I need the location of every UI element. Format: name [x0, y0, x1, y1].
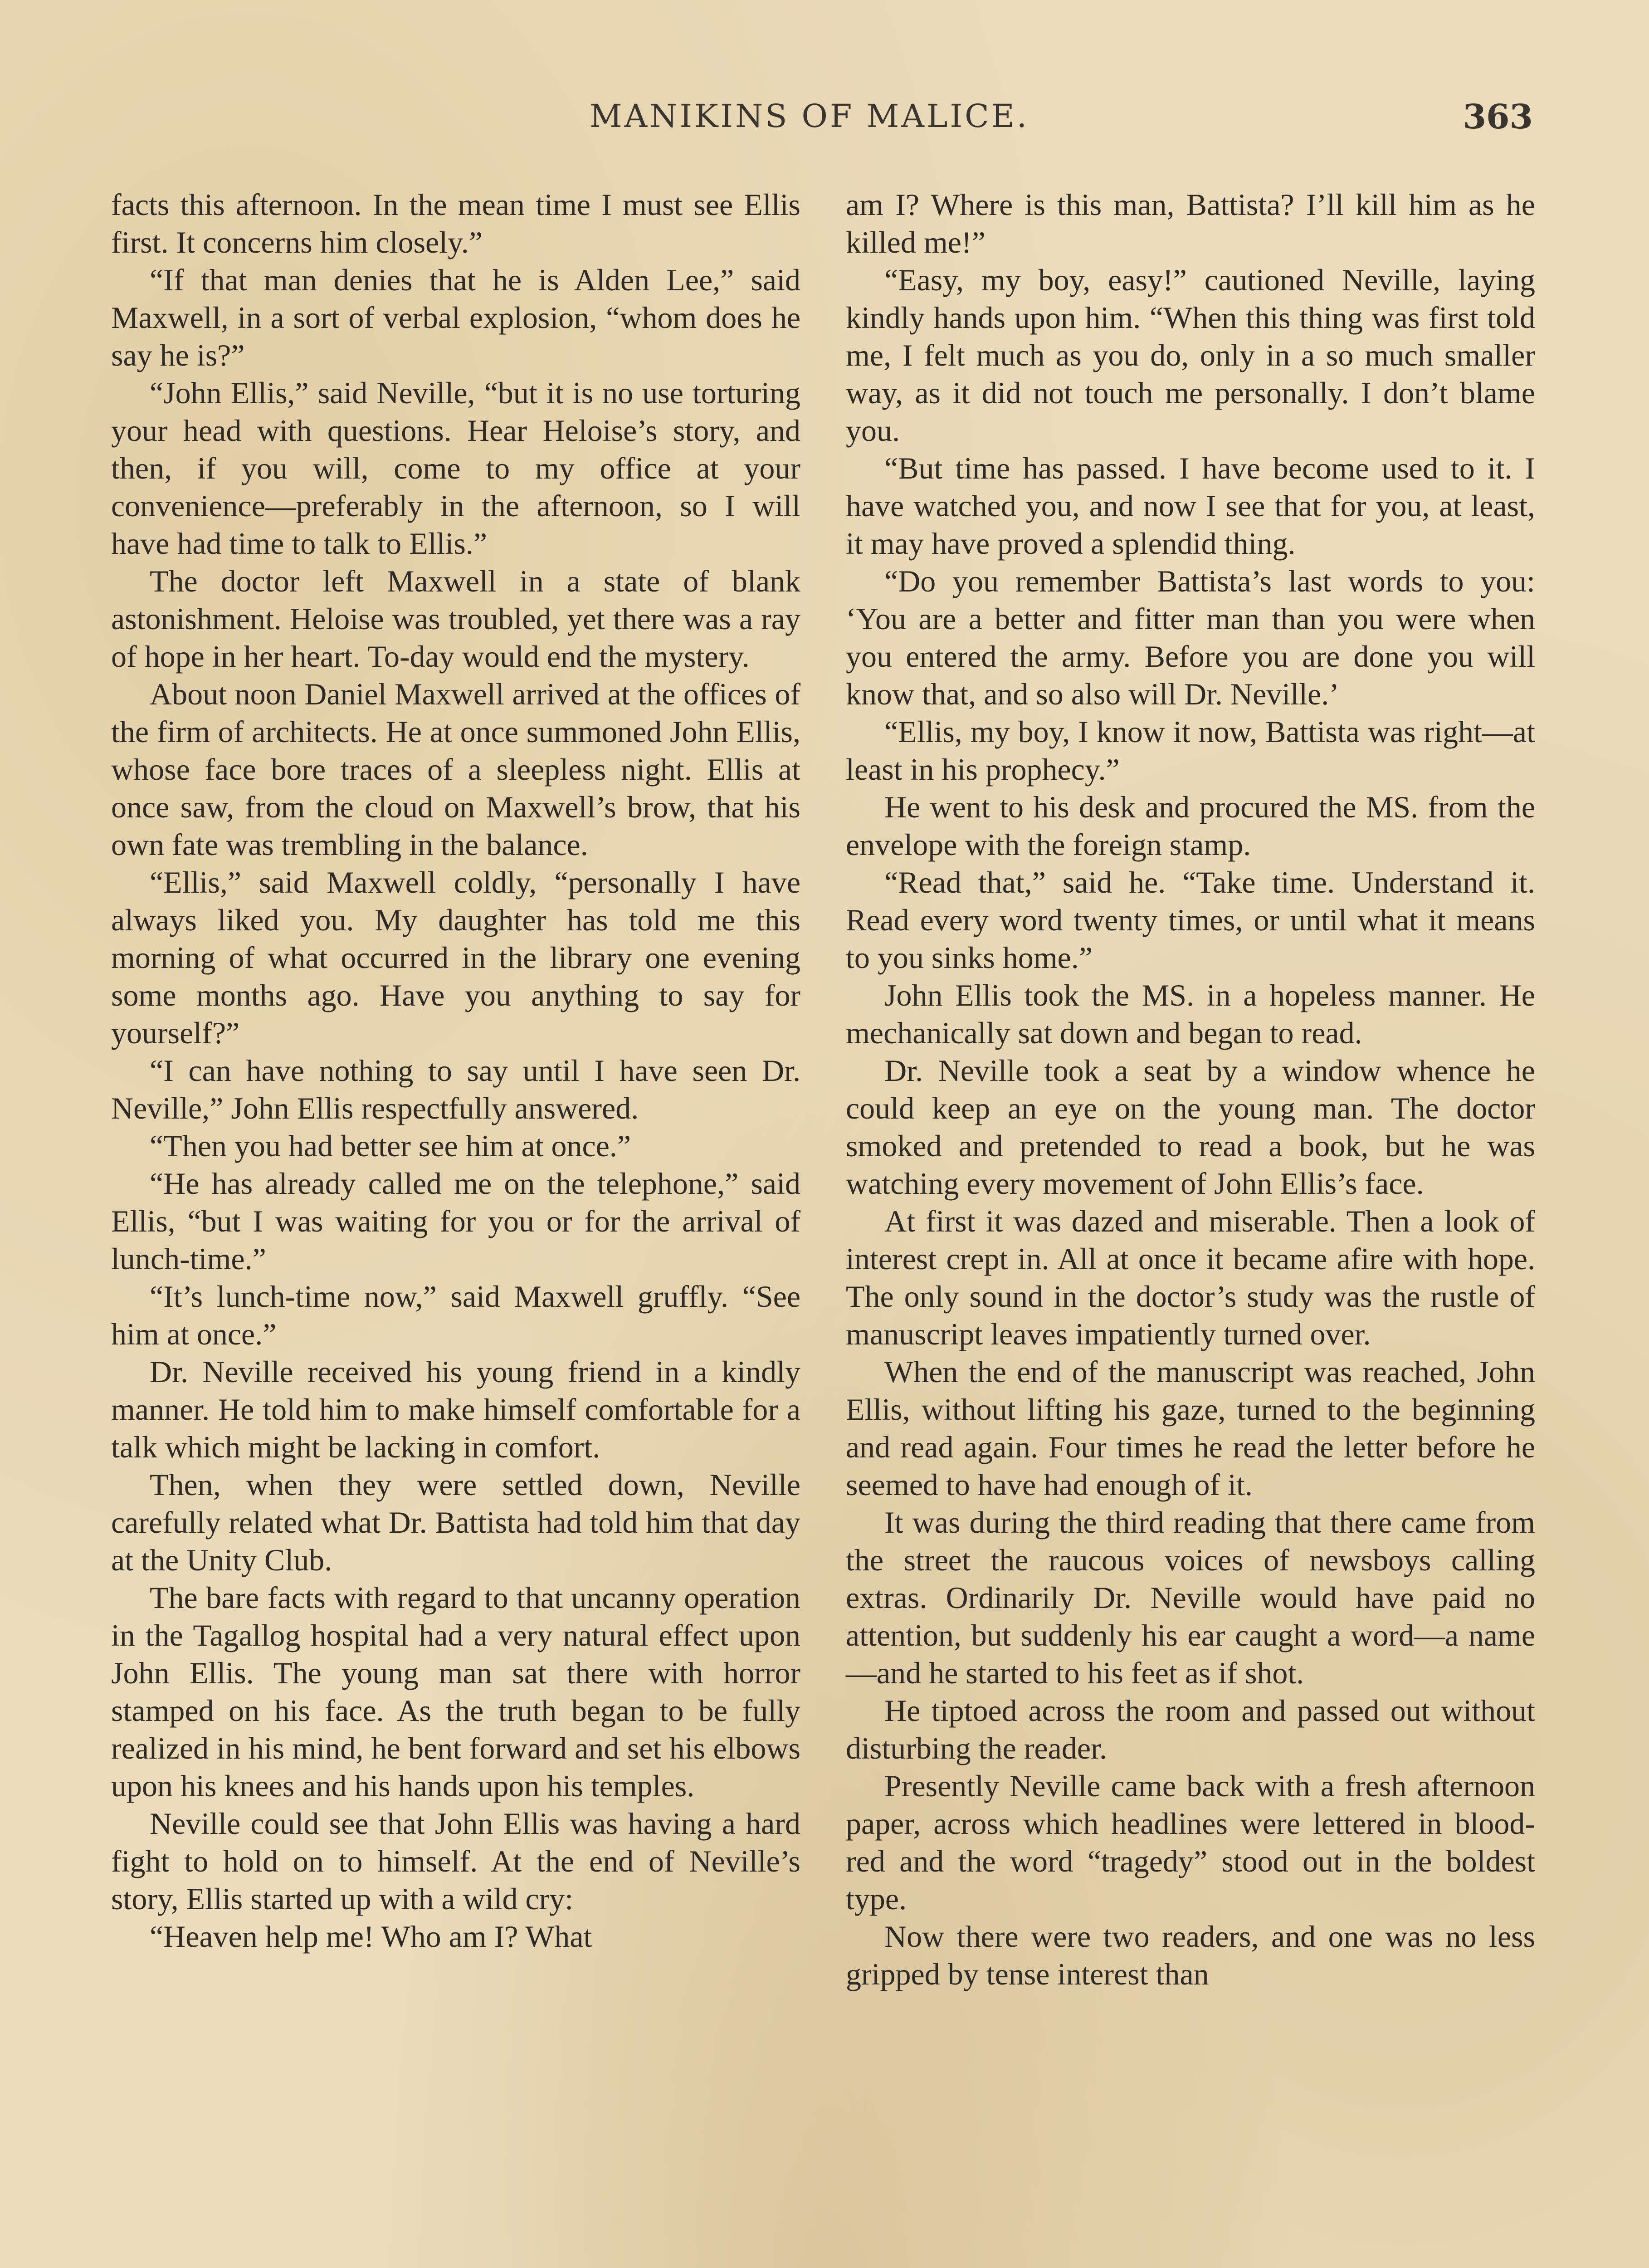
paragraph: “He has already called me on the telephone,” said Ellis, “but I was waiting for you or for the arrival of lunch-time.” — [111, 1166, 800, 1276]
paragraph: “Then you had better see him at once.” — [150, 1129, 631, 1163]
paragraph: “It’s lunch-time now,” said Maxwell gruffly. “See him at once.” — [111, 1279, 800, 1351]
paragraph: Dr. Neville received his young friend in a kindly manner. He told him to make himself comfortable for a talk which might be lacking in comfort. — [111, 1354, 800, 1464]
paragraph: “Ellis, my boy, I know it now, Battista was right—at least in his prophecy.” — [846, 714, 1535, 787]
paragraph: Dr. Neville took a seat by a window whence he could keep an eye on the young man. The doctor smoked and pretended to read a book, but he was watching every movement of John Ellis’s face. — [846, 1053, 1535, 1201]
paragraph: “Ellis,” said Maxwell coldly, “personally I have always liked you. My daughter has told me this morning of what occurred in the library one evening some months ago. Have you anything to say for yourself?” — [111, 865, 800, 1050]
running-title: MANIKINS OF MALICE. — [590, 98, 1029, 135]
paragraph: “But time has passed. I have become used to it. I have watched you, and now I see that for you, at least, it may have proved a splendid thing. — [846, 451, 1535, 561]
paragraph: Then, when they were settled down, Neville carefully related what Dr. Battista had told him that day at the Unity Club. — [111, 1467, 800, 1577]
page-number: 363 — [1463, 98, 1533, 137]
paragraph: It was during the third reading that there came from the street the raucous voices of newsboys calling extras. Ordinarily Dr. Neville would have paid no attention, but suddenly his ear caught a word—a name—and he started to his feet as if shot. — [846, 1505, 1535, 1690]
paragraph: Now there were two readers, and one was no less gripped by tense interest than — [846, 1919, 1535, 1991]
paragraph: About noon Daniel Maxwell arrived at the offices of the firm of architects. He at once summoned John Ellis, whose face bore traces of a sleepless night. Ellis at once saw, from the cloud on Maxwell’s brow, that his own fate was trembling in the balance. — [111, 677, 800, 862]
paragraph: am I? Where is this man, Battista? I’ll kill him as he killed me!” — [846, 187, 1535, 259]
paragraph: “Easy, my boy, easy!” cautioned Neville, laying kindly hands upon him. “When this thing was first told me, I felt much as you do, only in a so much smaller way, as it did not touch me personally. I don’t blame you. — [846, 263, 1535, 448]
paragraph: At first it was dazed and miserable. Then a look of interest crept in. All at once it became afire with hope. The only sound in the doctor’s study was the rustle of manuscript leaves impatiently turned over. — [846, 1204, 1535, 1351]
paragraph: “Do you remember Battista’s last words to you: ‘You are a better and fitter man than you were when you entered the army. Before you are done you will know that, and so also will Dr. Neville.’ — [846, 564, 1535, 711]
paragraph: When the end of the manuscript was reached, John Ellis, without lifting his gaze, turned to the beginning and read again. Four times he read the letter before he seemed to have had enough of it. — [846, 1354, 1535, 1502]
paragraph: He went to his desk and procured the MS. from the envelope with the foreign stamp. — [846, 790, 1535, 862]
paragraph: “If that man denies that he is Alden Lee,” said Maxwell, in a sort of verbal explosion, “whom does he say he is?” — [111, 263, 800, 372]
paragraph: He tiptoed across the room and passed out without disturbing the reader. — [846, 1693, 1535, 1765]
paragraph: Presently Neville came back with a fresh afternoon paper, across which headlines were lettered in blood-red and the word “tragedy” stood out in the boldest type. — [846, 1769, 1535, 1916]
paragraph: John Ellis took the MS. in a hopeless manner. He mechanically sat down and began to read. — [846, 978, 1535, 1050]
right-column — [846, 186, 1535, 1993]
paragraph: “John Ellis,” said Neville, “but it is no use torturing your head with questions. Hear Heloise’s story, and then, if you will, come to my office at your convenience—preferably in the afternoon, so I will have had time to talk to Ellis.” — [111, 376, 800, 561]
paragraph: The bare facts with regard to that uncanny operation in the Tagallog hospital had a very natural effect upon John Ellis. The young man sat there with horror stamped on his face. As the truth began to be fully realized in his mind, he bent forward and set his elbows upon his knees and his hands upon his temples. — [111, 1580, 800, 1803]
paragraph: “Read that,” said he. “Take time. Understand it. Read every word twenty times, or until what it means to you sinks home.” — [846, 865, 1535, 975]
page-header — [113, 98, 1533, 143]
paragraph: The doctor left Maxwell in a state of blank astonishment. Heloise was troubled, yet there was a ray of hope in her heart. To-day would end the mystery. — [111, 564, 800, 674]
paragraph: “I can have nothing to say until I have seen Dr. Neville,” John Ellis respectfully answered. — [111, 1053, 800, 1125]
paragraph: facts this afternoon. In the mean time I must see Ellis first. It concerns him closely.” — [111, 187, 800, 259]
left-column — [111, 186, 800, 1955]
paragraph: Neville could see that John Ellis was having a hard fight to hold on to himself. At the end of Neville’s story, Ellis started up with a wild cry: — [111, 1806, 800, 1916]
paragraph: “Heaven help me! Who am I? What — [150, 1919, 592, 1954]
